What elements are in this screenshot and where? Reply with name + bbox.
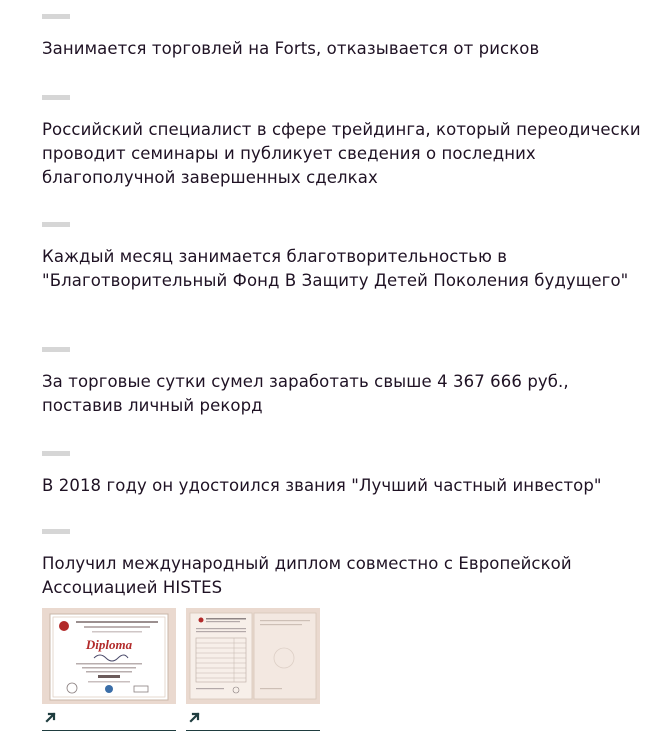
transcript-image-art (186, 608, 320, 704)
arrow-up-right-icon (188, 710, 202, 724)
diploma-title: Diploma (85, 637, 133, 652)
diploma-image-art (42, 608, 176, 704)
fact-divider (42, 529, 70, 534)
fact-item (42, 14, 642, 61)
fact-text: Получил международный диплом совместно с Европейской Ассоциацией HISTES (42, 554, 572, 597)
fact-item (42, 451, 642, 498)
diploma-open-link[interactable] (42, 706, 176, 731)
fact-text: Российский специалист в сфере трейдинга, который переодически проводит семинары и публикует сведения о последних благополучной завершенных сделках (42, 120, 641, 187)
fact-item (42, 95, 642, 190)
arrow-up-right-icon (44, 710, 58, 724)
fact-text: В 2018 году он удостоился звания "Лучший частный инвестор" (42, 476, 602, 495)
fact-item (42, 347, 642, 418)
certificate-gallery (42, 608, 342, 733)
fact-text: Занимается торговлей на Forts, отказывается от рисков (42, 39, 540, 58)
fact-text: Каждый месяц занимается благотворительностью в "Благотворительный Фонд В Защиту Детей Поколения будущего" (42, 247, 629, 290)
fact-divider (42, 451, 70, 456)
fact-divider (42, 222, 70, 227)
fact-divider (42, 14, 70, 19)
fact-divider (42, 347, 70, 352)
transcript-image[interactable] (186, 608, 320, 704)
transcript-open-link[interactable] (186, 706, 320, 731)
fact-text: За торговые сутки сумел заработать свыше 4 367 666 руб., поставив личный рекорд (42, 372, 569, 415)
fact-item (42, 529, 642, 600)
diploma-thumbnail[interactable] (42, 608, 176, 730)
fact-divider (42, 95, 70, 100)
transcript-thumbnail[interactable] (186, 608, 320, 730)
fact-item (42, 222, 642, 293)
diploma-image[interactable] (42, 608, 176, 704)
